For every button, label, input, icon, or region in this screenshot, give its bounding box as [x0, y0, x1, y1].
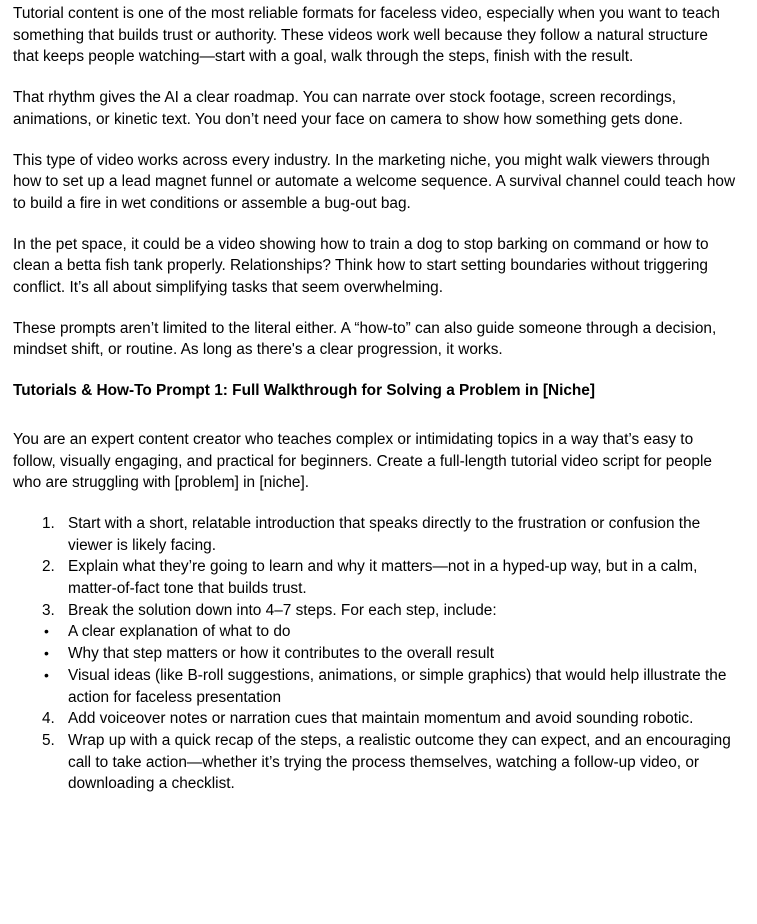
instruction-list — [13, 513, 737, 795]
list-marker: 4. — [42, 710, 55, 728]
list-item-text: Start with a short, relatable introduction that speaks directly to the frustration or confusion the viewer is likely facing. — [68, 514, 701, 554]
list-item-text: Break the solution down into 4–7 steps. For each step, include: — [68, 601, 497, 619]
list-item-text: Why that step matters or how it contributes to the overall result — [68, 645, 494, 663]
list-marker: 5. — [42, 731, 55, 749]
list-marker: 3. — [42, 601, 55, 619]
list-item — [13, 665, 737, 708]
list-item — [13, 556, 737, 599]
paragraph-not-literal: These prompts aren’t limited to the literal either. A “how-to” can also guide someone through a decision, mindset shift, or routine. As long as there's a clear progression, it works. — [13, 319, 717, 359]
bullet-marker: • — [44, 666, 49, 683]
paragraph-every-industry: This type of video works across every industry. In the marketing niche, you might walk viewers through how to set up a lead magnet funnel or automate a welcome sequence. A survival channel could teach how to build a fire in wet conditions or assemble a bug-out bag. — [13, 151, 736, 212]
list-item-text: Add voiceover notes or narration cues that maintain momentum and avoid sounding robotic. — [68, 710, 694, 728]
list-item-text: Visual ideas (like B-roll suggestions, animations, or simple graphics) that would help illustrate the action for faceless presentation — [68, 666, 727, 706]
paragraph-tutorial-content: Tutorial content is one of the most reliable formats for faceless video, especially when you want to teach something that builds trust or authority. These videos work well because they follow a natural structure that keeps people watching—start with a goal, walk through the steps, finish with the result. — [13, 5, 720, 66]
bullet-marker: • — [44, 645, 49, 662]
paragraph-prompt-intro: You are an expert content creator who teaches complex or intimidating topics in a way that’s easy to follow, visually engaging, and practical for beginners. Create a full-length tutorial video script for people who are struggling with [problem] in [niche]. — [13, 430, 712, 492]
list-item-text: A clear explanation of what to do — [68, 623, 291, 641]
list-marker: 1. — [42, 514, 55, 532]
bullet-marker: • — [44, 623, 49, 640]
list-marker: 2. — [42, 558, 55, 576]
list-item-text: Explain what they’re going to learn and why it matters—not in a hyped-up way, but in a calm, matter-of-fact tone that builds trust. — [68, 558, 698, 598]
paragraph-rhythm-roadmap: That rhythm gives the AI a clear roadmap. You can narrate over stock footage, screen recordings, animations, or kinetic text. You don’t need your face on camera to show how something gets done. — [13, 89, 683, 128]
list-item — [13, 730, 737, 795]
list-item-text: Wrap up with a quick recap of the steps, a realistic outcome they can expect, and an encouraging call to take action—whether it’s trying the process themselves, watching a follow-up video, or downloading a checklist. — [68, 731, 731, 793]
section-heading: Tutorials & How-To Prompt 1: Full Walkthrough for Solving a Problem in [Niche] — [13, 382, 595, 400]
list-item — [13, 600, 737, 622]
list-item — [13, 621, 737, 643]
list-item — [13, 643, 737, 665]
list-item — [13, 708, 737, 730]
paragraph-pet-space: In the pet space, it could be a video showing how to train a dog to stop barking on command or how to clean a betta fish tank properly. Relationships? Think how to start setting boundaries without triggering conflict. It’s all about simplifying tasks that seem overwhelming. — [13, 235, 709, 297]
list-item — [13, 513, 737, 556]
